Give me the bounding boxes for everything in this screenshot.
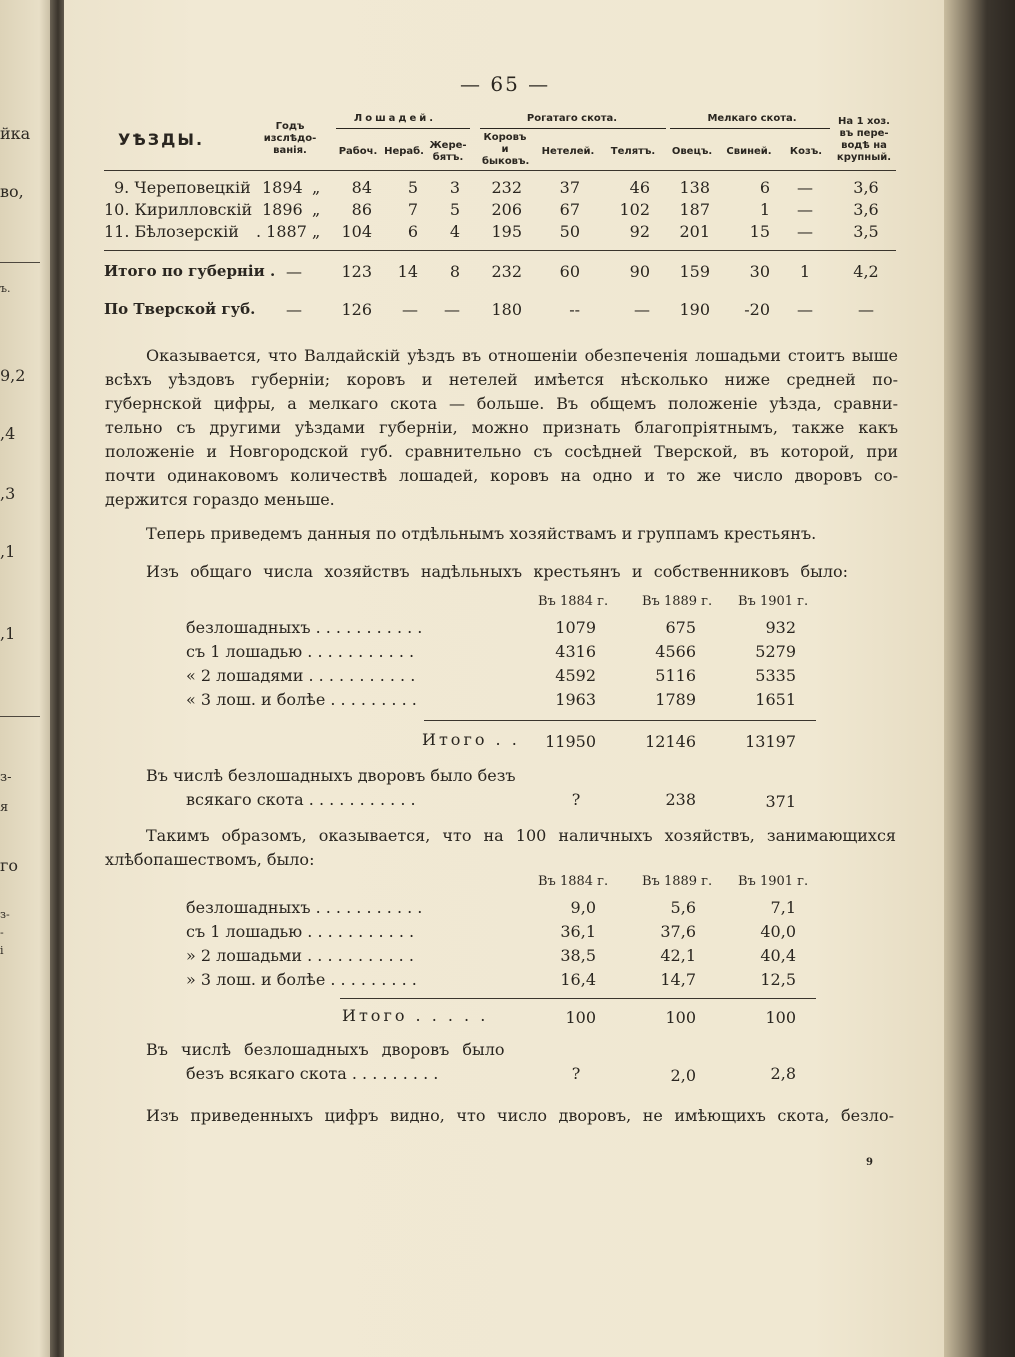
row-value: 4566: [655, 642, 696, 661]
left-fragment: з-: [0, 908, 10, 921]
left-fragment: я: [0, 800, 9, 815]
row-work: 104: [341, 222, 372, 241]
row-foals: 5: [449, 200, 460, 219]
row-label: « 3 лош. и болѣе . . . . . . . . .: [186, 690, 417, 709]
row-cows: 206: [491, 200, 522, 219]
row-value: 5335: [755, 666, 796, 685]
row-label: безлошадныхъ . . . . . . . . . . .: [186, 618, 423, 637]
row-value: 4316: [555, 642, 596, 661]
header-goats: Козъ.: [789, 146, 823, 157]
row-value: 1651: [755, 690, 796, 709]
row-value: 40,4: [760, 946, 796, 965]
row-value: 12,5: [760, 970, 796, 989]
row-pigs: 6: [759, 178, 770, 197]
total-label: Итого . . . . .: [342, 1006, 489, 1025]
row-per: 3,6: [853, 178, 879, 197]
left-fragment: ,4: [0, 424, 16, 443]
row-heifers: 50: [559, 222, 580, 241]
left-fragment: -: [0, 926, 4, 939]
paragraph-line: почти одинаковомъ количествѣ лошадей, коровъ на одно и то же число дворовъ со-: [105, 466, 898, 485]
group-horses: Лошадей.: [353, 113, 437, 124]
table-header-rule: [104, 170, 896, 171]
row-name: 11. Бѣлозерскій: [104, 222, 239, 241]
row-value: 16,4: [560, 970, 596, 989]
row-cows: 195: [491, 222, 522, 241]
row-per: 3,6: [853, 200, 879, 219]
year-header: Въ 1901 г.: [738, 874, 809, 889]
header-per-farm: На 1 хоз. въ пере-водѣ на крупный.: [836, 116, 892, 163]
header-cows: Коровъ и быковъ.: [482, 132, 530, 167]
row-label: » 3 лош. и болѣе . . . . . . . . .: [186, 970, 417, 989]
paragraph-line: держится гораздо меньше.: [105, 490, 335, 509]
year-header: Въ 1884 г.: [538, 594, 609, 609]
row-heifers: 67: [559, 200, 580, 219]
row-mark: „: [312, 200, 321, 219]
row-work: 86: [351, 200, 372, 219]
book-cover-edge: [944, 0, 1015, 1357]
note-value: ?: [571, 1064, 581, 1083]
row-work: 123: [341, 262, 372, 281]
row-sheep: 201: [679, 222, 710, 241]
year-header: Въ 1889 г.: [642, 874, 713, 889]
table3-total-rule: [340, 998, 816, 999]
row-name: По Тверской губ.: [104, 300, 256, 318]
header-nonwork: Нераб.: [384, 146, 424, 157]
note-value: 2,0: [670, 1066, 696, 1085]
fragment-rule: [0, 716, 40, 717]
row-calves: 92: [629, 222, 650, 241]
year-header: Въ 1884 г.: [538, 874, 609, 889]
paragraph-line: хлѣбопашествомъ, было:: [105, 850, 315, 869]
row-pigs: 15: [749, 222, 770, 241]
fragment-rule: [0, 262, 40, 263]
paragraph-line: губернской цифры, а мелкаго скота — больше. Въ общемъ положеніе уѣзда, сравни-: [105, 394, 898, 413]
row-value: 40,0: [760, 922, 796, 941]
row-cows: 232: [491, 262, 522, 281]
row-calves: —: [634, 300, 650, 319]
signature-mark: 9: [866, 1157, 873, 1168]
row-heifers: --: [569, 300, 580, 319]
row-foals: —: [444, 300, 460, 319]
row-sheep: 138: [679, 178, 710, 197]
row-heifers: 60: [559, 262, 580, 281]
row-goats: —: [797, 200, 813, 219]
left-fragment: йка: [0, 124, 31, 143]
left-fragment: і: [0, 944, 4, 957]
row-label: съ 1 лошадью . . . . . . . . . . .: [186, 642, 415, 661]
row-foals: 3: [449, 178, 460, 197]
row-per: 4,2: [853, 262, 879, 281]
header-heifers: Нетелей.: [541, 146, 595, 157]
cattle-brace: [480, 128, 666, 129]
left-fragment: во,: [0, 182, 24, 201]
row-pigs: 30: [749, 262, 770, 281]
row-sheep: 187: [679, 200, 710, 219]
row-name: Итого по губерніи .: [104, 262, 276, 280]
row-label: » 2 лошадьми . . . . . . . . . . .: [186, 946, 414, 965]
paragraph-line: Оказывается, что Валдайскій уѣздъ въ отношеніи обезпеченія лошадьми стоитъ выше: [146, 346, 898, 365]
paragraph-line: Такимъ образомъ, оказывается, что на 100 наличныхъ хозяйствъ, занимающихся: [146, 826, 896, 845]
row-goats: —: [797, 178, 813, 197]
row-work: 84: [351, 178, 372, 197]
row-value: 5116: [655, 666, 696, 685]
row-value: 4592: [555, 666, 596, 685]
note-value: ?: [571, 790, 581, 809]
note-value: 238: [665, 790, 696, 809]
row-label: « 2 лошадями . . . . . . . . . . .: [186, 666, 416, 685]
paragraph-line: Изъ общаго числа хозяйствъ надѣльныхъ крестьянъ и собственниковъ было:: [146, 562, 848, 581]
row-per: —: [858, 300, 874, 319]
row-calves: 90: [629, 262, 650, 281]
note-line: всякаго скота . . . . . . . . . . .: [186, 790, 416, 809]
row-cows: 232: [491, 178, 522, 197]
left-page-edge: [0, 0, 56, 1357]
row-work: 126: [341, 300, 372, 319]
row-sheep: 159: [679, 262, 710, 281]
row-value: 38,5: [560, 946, 596, 965]
total-value: 100: [765, 1008, 796, 1027]
row-nonwork: 7: [407, 200, 418, 219]
row-nonwork: 14: [397, 262, 418, 281]
row-value: 5279: [755, 642, 796, 661]
row-cows: 180: [491, 300, 522, 319]
row-value: 932: [765, 618, 796, 637]
header-pigs: Свиней.: [726, 146, 772, 157]
group-small: Мелкаго скота.: [707, 113, 797, 124]
row-mark: „: [312, 178, 321, 197]
left-fragment: ,1: [0, 624, 16, 643]
row-value: 1079: [555, 618, 596, 637]
left-fragment: 9,2: [0, 366, 26, 385]
row-label: безлошадныхъ . . . . . . . . . . .: [186, 898, 423, 917]
header-year: Годъ изслѣдо-ванія.: [263, 121, 317, 156]
paragraph-line: Теперь приведемъ данныя по отдѣльнымъ хозяйствамъ и группамъ крестьянъ.: [146, 524, 817, 543]
left-fragment: го: [0, 856, 19, 875]
total-label: Итого . .: [422, 730, 520, 749]
row-goats: —: [797, 300, 813, 319]
header-uezdy: УѢЗДЫ.: [118, 130, 205, 149]
row-nonwork: —: [402, 300, 418, 319]
group-cattle: Рогатаго скота.: [526, 113, 618, 124]
row-name: 10. Кирилловскій: [104, 200, 253, 219]
table2-total-rule: [424, 720, 816, 721]
row-mark: „: [312, 222, 321, 241]
total-value: 100: [665, 1008, 696, 1027]
paragraph-line: всѣхъ уѣздовъ губерніи; коровъ и нетелей имѣется нѣсколько ниже средней по-: [105, 370, 898, 389]
row-label: съ 1 лошадью . . . . . . . . . . .: [186, 922, 415, 941]
row-year: 1894: [262, 178, 303, 197]
row-year: —: [286, 262, 302, 281]
note-value: 2,8: [770, 1064, 796, 1083]
total-value: 100: [565, 1008, 596, 1027]
table-total-rule: [104, 250, 896, 251]
total-value: 12146: [645, 732, 696, 751]
total-value: 13197: [745, 732, 796, 751]
paragraph-line: тельно съ другими уѣздами губерніи, можно признать благопріятнымъ, также какъ: [105, 418, 898, 437]
left-fragment: ,1: [0, 542, 16, 561]
row-value: 675: [665, 618, 696, 637]
note-line: Въ числѣ безлошадныхъ дворовъ было: [146, 1040, 505, 1059]
header-sheep: Овецъ.: [671, 146, 713, 157]
row-calves: 46: [629, 178, 650, 197]
row-pigs: -20: [744, 300, 770, 319]
header-work: Рабоч.: [338, 146, 378, 157]
row-per: 3,5: [853, 222, 879, 241]
page-number: — 65 —: [460, 72, 551, 96]
paragraph-line: Изъ приведенныхъ цифръ видно, что число дворовъ, не имѣющихъ скота, безло-: [146, 1106, 894, 1125]
row-foals: 8: [449, 262, 460, 281]
year-header: Въ 1889 г.: [642, 594, 713, 609]
small-brace: [670, 128, 830, 129]
paragraph-line: положеніе и Новгородской губ. сравнительно съ сосѣдней Тверской, въ которой, при: [105, 442, 898, 461]
header-foals: Жере-бятъ.: [429, 140, 467, 163]
row-year: . 1887: [256, 222, 307, 241]
horses-brace: [336, 128, 470, 129]
left-fragment: з-: [0, 770, 12, 785]
row-sheep: 190: [679, 300, 710, 319]
row-calves: 102: [619, 200, 650, 219]
row-value: 37,6: [660, 922, 696, 941]
header-calves: Телятъ.: [610, 146, 656, 157]
row-foals: 4: [449, 222, 460, 241]
row-value: 14,7: [660, 970, 696, 989]
note-line: безъ всякаго скота . . . . . . . . .: [186, 1064, 439, 1083]
row-value: 9,0: [570, 898, 596, 917]
row-value: 5,6: [670, 898, 696, 917]
row-goats: 1: [799, 262, 811, 281]
row-year: —: [286, 300, 302, 319]
row-nonwork: 6: [407, 222, 418, 241]
left-fragment: ,3: [0, 484, 16, 503]
left-fragment: ъ.: [0, 282, 11, 295]
row-goats: —: [797, 222, 813, 241]
row-value: 1963: [555, 690, 596, 709]
note-value: 371: [765, 792, 796, 811]
row-value: 1789: [655, 690, 696, 709]
row-value: 36,1: [560, 922, 596, 941]
row-name: 9. Череповецкій: [114, 178, 251, 197]
total-value: 11950: [545, 732, 596, 751]
row-year: 1896: [262, 200, 303, 219]
row-pigs: 1: [759, 200, 770, 219]
row-heifers: 37: [559, 178, 580, 197]
row-value: 42,1: [660, 946, 696, 965]
row-nonwork: 5: [407, 178, 418, 197]
year-header: Въ 1901 г.: [738, 594, 809, 609]
row-value: 7,1: [770, 898, 796, 917]
note-line: Въ числѣ безлошадныхъ дворовъ было безъ: [146, 766, 516, 785]
